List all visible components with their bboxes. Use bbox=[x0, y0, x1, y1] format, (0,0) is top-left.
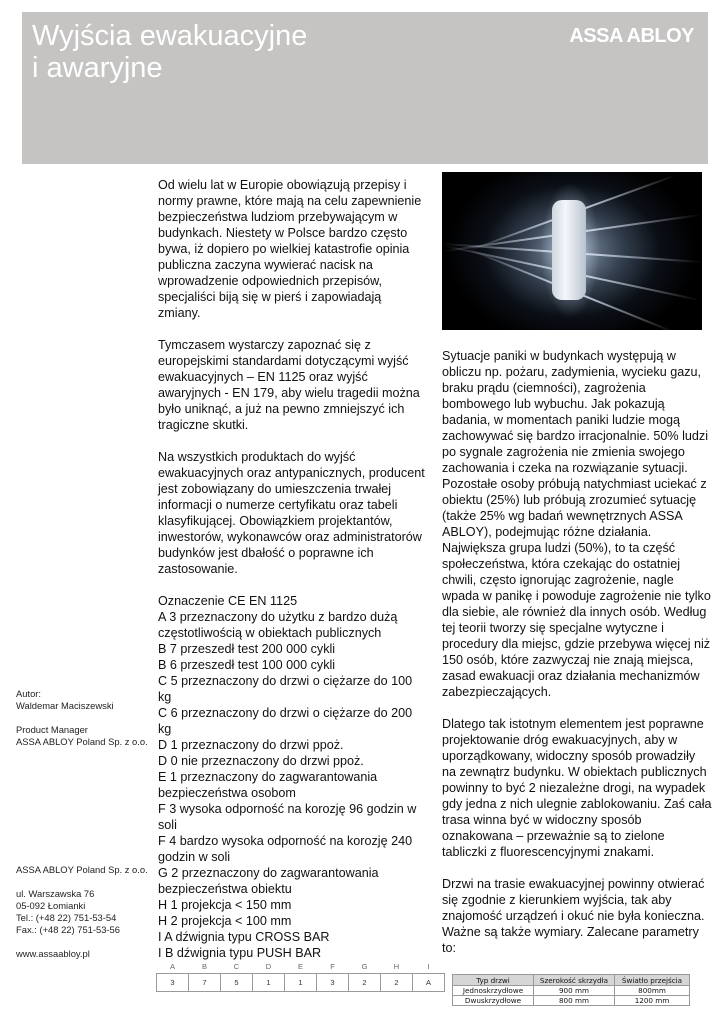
ce-line: G 2 przeznaczony do zagwarantowania bezpieczeństwa obiektu bbox=[158, 866, 379, 896]
paragraph-design: Dlatego tak istotnym elementem jest poprawne projektowanie dróg ewakuacyjnych, aby w uporządkowany, widoczny sposób prowadziły na zewnątrz budynku. W obiektach publicznych powinny to być 2 niezależne drogi, na wypadek gdy jedna z nich ulegnie zablokowaniu. Zaś cała trasa winna być w widoczny sposób oznakowana – przeważnie są to zielone tabliczki z fluorescencyjnymi znakami. bbox=[442, 717, 712, 859]
contact-tel: Tel.: (+48 22) 751-53-54 bbox=[16, 912, 117, 923]
params-cell: 900 mm bbox=[534, 986, 615, 996]
ce-line: D 1 przeznaczony do drzwi ppoż. bbox=[158, 738, 344, 752]
code-value: 2 bbox=[349, 974, 381, 992]
author-name: Waldemar Maciszewski bbox=[16, 700, 114, 711]
ce-title: Oznaczenie CE EN 1125 bbox=[158, 594, 298, 608]
table-row bbox=[453, 996, 690, 1006]
code-header: A bbox=[169, 962, 175, 971]
paragraph-intro: Od wielu lat w Europie obowiązują przepisy i normy prawne, które mają na celu zapewnienie bezpieczeństwa ludziom przebywającym w budynkach. Niestety w Polsce bardzo często bywa, iż dopiero po wielkiej katastrofie opinia publiczna zaczyna wywierać nacisk na wprowadzenie odpowiednich przepisów, specjaliści biją się w pierś i zapowiadają zmiany. bbox=[158, 178, 422, 320]
ce-line: C 5 przeznaczony do drzwi o ciężarze do 100 kg bbox=[158, 674, 413, 704]
code-value: 3 bbox=[157, 974, 189, 992]
contact-block bbox=[16, 864, 148, 960]
code-value: A bbox=[413, 974, 445, 992]
params-cell: Dwuskrzydłowe bbox=[453, 996, 534, 1006]
code-header: G bbox=[361, 962, 368, 971]
code-value: 2 bbox=[381, 974, 413, 992]
paragraph-standards: Tymczasem wystarczy zapoznać się z europejskimi standardami dotyczącymi wyjść ewakuacyjnych – EN 1125 oraz wyjść awaryjnych - EN 179, aby wielu tragedii można było uniknąć, a już na pewno zmniejszyć ich tragiczne skutki. bbox=[158, 338, 420, 432]
code-header: B bbox=[201, 962, 207, 971]
params-header: Typ drzwi bbox=[453, 975, 534, 986]
address-city: 05-092 Łomianki bbox=[16, 900, 86, 911]
door-light-photo bbox=[442, 172, 702, 330]
code-value: 3 bbox=[317, 974, 349, 992]
code-value: 1 bbox=[253, 974, 285, 992]
code-header: F bbox=[330, 962, 335, 971]
classification-code-table bbox=[156, 960, 445, 992]
code-header: C bbox=[233, 962, 240, 971]
door-parameters-table bbox=[452, 974, 690, 1006]
ce-line: H 1 projekcja < 150 mm bbox=[158, 898, 292, 912]
code-value: 5 bbox=[221, 974, 253, 992]
ce-line: B 7 przeszedł test 200 000 cykli bbox=[158, 642, 336, 656]
title-line-1: Wyjścia ewakuacyjne bbox=[32, 20, 308, 52]
code-header: D bbox=[265, 962, 272, 971]
ce-line: E 1 przeznaczony do zagwarantowania bezpieczeństwa osobom bbox=[158, 770, 378, 800]
address-street: ul. Warszawska 76 bbox=[16, 888, 95, 899]
params-cell: 1200 mm bbox=[615, 996, 690, 1006]
title-line-2: i awaryjne bbox=[32, 52, 163, 84]
ce-line: D 0 nie przeznaczony do drzwi ppoż. bbox=[158, 754, 364, 768]
ce-line: I B dźwignia typu PUSH BAR bbox=[158, 946, 322, 960]
params-cell: 800mm bbox=[615, 986, 690, 996]
right-column bbox=[442, 348, 712, 972]
code-header: E bbox=[297, 962, 303, 971]
contact-company: ASSA ABLOY Poland Sp. z o.o. bbox=[16, 864, 148, 875]
code-header: H bbox=[393, 962, 400, 971]
code-header: I bbox=[427, 962, 430, 971]
author-role: Product Manager bbox=[16, 724, 88, 735]
paragraph-panic: Sytuacje paniki w budynkach występują w obliczu np. pożaru, zadymienia, wycieku gazu, braku prądu (ciemności), zagrożenia bombowego lub wybuchu. Jak pokazują badania, w momentach paniki ludzie mogą zachowywać się bardzo irracjonalnie. 50% ludzi po sygnale zagrożenia nie zmienia swojego zachowania i czeka na rozwiązanie sytuacji. Pozostałe osoby próbują natychmiast uciekać z obiektu (25%) lub próbują zrozumieć sytuację (także 25% wg badań wewnętrznych ASSA ABLOY), podejmując różne działania. Największa grupa ludzi (50%), to ta część społeczeństwa, która czekając do ostatniej chwili, często ignorując zagrożenie, nagle wpada w panikę i powoduje zagrożenie nie tylko dla siebie, ale również dla innych osób. Według tej teorii tworzy się specjalne wytyczne i procedury dla miejsc, gdzie przebywa więcej niż 150 osób, które zazwyczaj nie znają miejsca, zasad ewakuacji oraz działania mechanizmów zabezpieczających. bbox=[442, 349, 711, 699]
paragraph-doors: Drzwi na trasie ewakuacyjnej powinny otwierać się zgodnie z kierunkiem wyjścia, tak aby znajomość urządzeń i okuć nie była konieczna. Ważne są także wymiary. Zalecane parametry to: bbox=[442, 877, 705, 955]
author-block bbox=[16, 688, 148, 748]
website-link[interactable]: www.assaabloy.pl bbox=[16, 948, 90, 959]
code-value: 7 bbox=[189, 974, 221, 992]
paragraph-producers: Na wszystkich produktach do wyjść ewakuacyjnych oraz antypanicznych, producent jest zobowiązany do umieszczenia trwałej informacji o numerze certyfikatu oraz tabeli klasyfikującej. Obowiązkiem projektantów, inwestorów, wykonawców oraz administratorów budynków jest dbałość o poprawne ich zastosowanie. bbox=[158, 450, 425, 576]
params-cell: 800 mm bbox=[534, 996, 615, 1006]
assa-abloy-logo: ASSA ABLOY bbox=[569, 25, 694, 47]
ce-marking-list bbox=[158, 593, 426, 961]
params-header: Światło przejścia bbox=[615, 975, 690, 986]
params-header: Szerokość skrzydła bbox=[534, 975, 615, 986]
params-cell: Jednoskrzydłowe bbox=[453, 986, 534, 996]
table-row bbox=[453, 986, 690, 996]
ce-line: F 4 bardzo wysoka odporność na korozję 240 godzin w soli bbox=[158, 834, 413, 864]
header-banner bbox=[22, 12, 708, 164]
ce-line: B 6 przeszedł test 100 000 cykli bbox=[158, 658, 336, 672]
ce-line: I A dźwignia typu CROSS BAR bbox=[158, 930, 330, 944]
ce-line: H 2 projekcja < 100 mm bbox=[158, 914, 292, 928]
contact-fax: Fax.: (+48 22) 751-53-56 bbox=[16, 924, 120, 935]
page-title bbox=[32, 20, 307, 84]
author-label: Autor: bbox=[16, 688, 42, 699]
code-value: 1 bbox=[285, 974, 317, 992]
door-shape bbox=[552, 200, 586, 300]
ce-line: C 6 przeznaczony do drzwi o ciężarze do 200 kg bbox=[158, 706, 413, 736]
ce-line: A 3 przeznaczony do użytku z bardzo dużą częstotliwością w obiektach publicznych bbox=[158, 610, 398, 640]
author-company: ASSA ABLOY Poland Sp. z o.o. bbox=[16, 736, 148, 747]
middle-column bbox=[158, 177, 426, 961]
ce-line: F 3 wysoka odporność na korozję 96 godzin w soli bbox=[158, 802, 417, 832]
